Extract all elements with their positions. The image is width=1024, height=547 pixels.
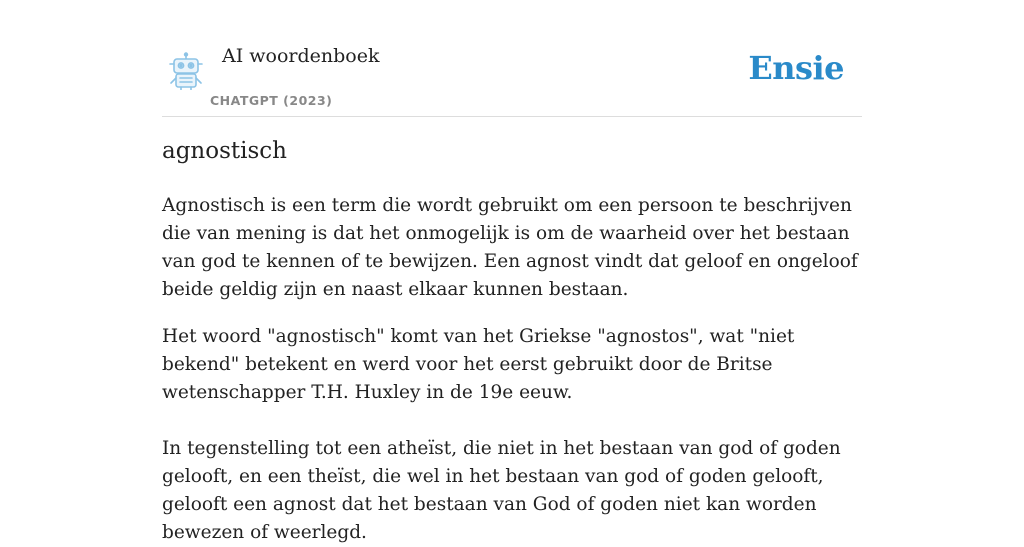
dictionary-source: CHATGPT (2023) xyxy=(210,93,333,108)
dictionary-title[interactable]: AI woordenboek xyxy=(222,45,380,67)
ensie-logo[interactable]: Ensie xyxy=(748,49,844,87)
robot-icon xyxy=(166,52,206,90)
page xyxy=(162,0,862,543)
entry-term: agnostisch xyxy=(162,138,287,164)
header xyxy=(162,0,862,117)
definition-paragraph-3: In tegenstelling tot een atheïst, die niet in het bestaan van god of goden gelooft, en een theïst, die wel in het bestaan van god of goden gelooft, gelooft een agnost dat het bestaan van God of goden niet kan worden bewezen of weerlegd. xyxy=(162,438,841,543)
definition-paragraph-1: Agnostisch is een term die wordt gebruikt om een persoon te beschrijven die van mening is dat het onmogelijk is om de waarheid over het bestaan van god te kennen of te bewijzen. Een agnost vindt dat geloof en ongeloof beide geldig zijn en naast elkaar kunnen bestaan. xyxy=(162,195,858,300)
definition-paragraph-2: Het woord "agnostisch" komt van het Griekse "agnostos", wat "niet bekend" betekent en werd voor het eerst gebruikt door de Britse wetenschapper T.H. Huxley in de 19e eeuw. xyxy=(162,326,795,403)
